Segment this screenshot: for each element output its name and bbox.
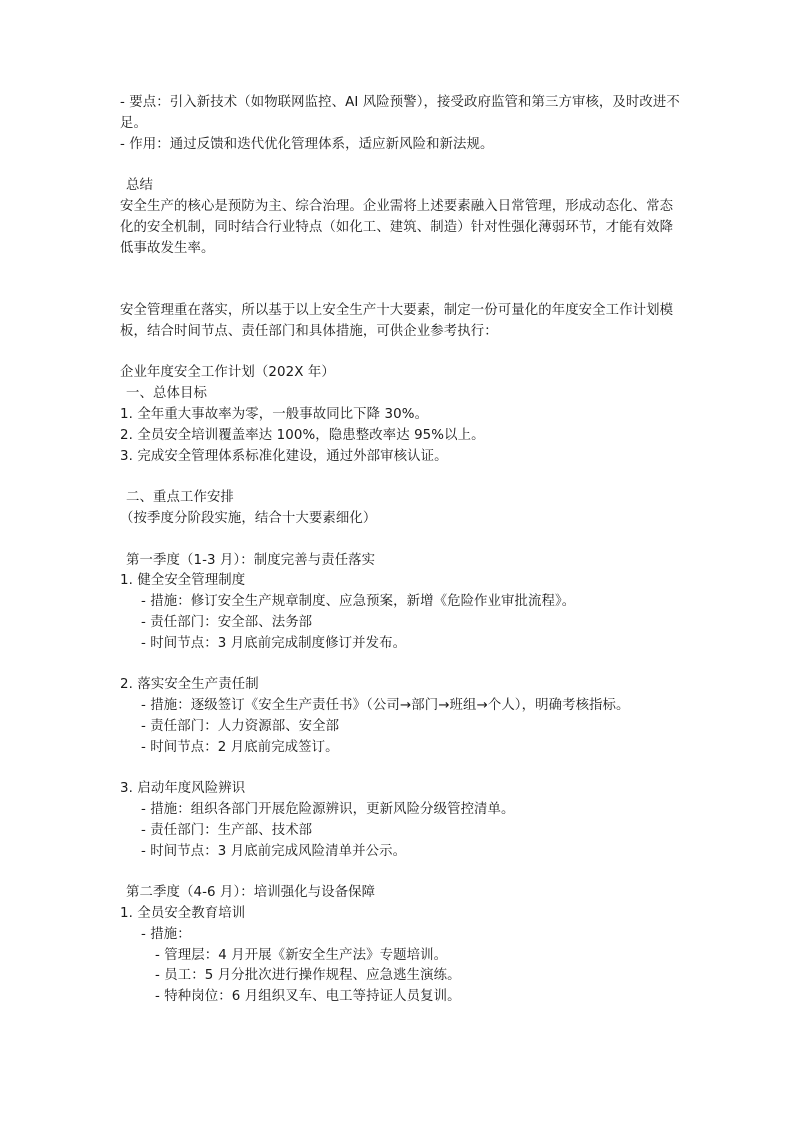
q1-item-dept: - 责任部门：安全部、法务部 xyxy=(141,614,313,630)
q2-measure-label: - 措施： xyxy=(141,926,191,942)
work-note: （按季度分阶段实施，结合十大要素细化） xyxy=(120,510,377,526)
q2-sub-item: - 员工：5 月分批次进行操作规程、应急逃生演练。 xyxy=(155,968,461,984)
q1-item-measure: - 措施：逐级签订《安全生产责任书》（公司→部门→班组→个人），明确考核指标。 xyxy=(141,698,630,714)
summary-heading: 总结 xyxy=(126,178,153,194)
q1-item-measure: - 措施：组织各部门开展危险源辨识，更新风险分级管控清单。 xyxy=(141,802,515,818)
q1-item-title: 2. 落实安全生产责任制 xyxy=(120,677,259,693)
q2-item-title: 1. 全员安全教育培训 xyxy=(120,906,246,922)
q1-item-dept: - 责任部门：人力资源部、安全部 xyxy=(141,718,340,734)
work-heading: 二、重点工作安排 xyxy=(126,490,234,506)
q2-heading: 第二季度（4-6 月）：培训强化与设备保障 xyxy=(126,885,376,901)
q1-heading: 第一季度（1-3 月）：制度完善与责任落实 xyxy=(126,552,376,568)
goal-item: 1. 全年重大事故率为零，一般事故同比下降 30%。 xyxy=(120,406,429,422)
q1-item-title: 1. 健全安全管理制度 xyxy=(120,573,246,589)
q1-item-time: - 时间节点：3 月底前完成制度修订并发布。 xyxy=(141,635,407,651)
document-page xyxy=(120,93,680,1008)
plan-title: 企业年度安全工作计划（202X 年） xyxy=(120,365,335,381)
summary-body: 安全生产的核心是预防为主、综合治理。企业需将上述要素融入日常管理，形成动态化、常态化的安全机制，同时结合行业特点（如化工、建筑、制造）针对性强化薄弱环节，才能有效降低事故发生率。 xyxy=(120,198,674,256)
intro-paragraph: 安全管理重在落实，所以基于以上安全生产十大要素，制定一份可量化的年度安全工作计划模板，结合时间节点、责任部门和具体措施，可供企业参考执行： xyxy=(120,302,674,339)
goal-item: 3. 完成安全管理体系标准化建设，通过外部审核认证。 xyxy=(120,448,448,464)
q1-item-dept: - 责任部门：生产部、技术部 xyxy=(141,822,313,838)
effect-line: - 作用：通过反馈和迭代优化管理体系，适应新风险和新法规。 xyxy=(120,136,494,152)
goals-heading: 一、总体目标 xyxy=(126,386,207,402)
q2-sub-item: - 管理层：4 月开展《新安全生产法》专题培训。 xyxy=(155,947,448,963)
q1-item-time: - 时间节点：3 月底前完成风险清单并公示。 xyxy=(141,843,407,859)
key-points-line: - 要点：引入新技术（如物联网监控、AI 风险预警），接受政府监管和第三方审核，及时改进不足。 xyxy=(120,95,680,131)
q2-sub-item: - 特种岗位：6 月组织叉车、电工等持证人员复训。 xyxy=(155,989,461,1005)
q1-item-measure: - 措施：修订安全生产规章制度、应急预案，新增《危险作业审批流程》。 xyxy=(141,594,576,610)
q1-item-time: - 时间节点：2 月底前完成签订。 xyxy=(141,739,339,755)
q1-item-title: 3. 启动年度风险辨识 xyxy=(120,781,246,797)
goal-item: 2. 全员安全培训覆盖率达 100%，隐患整改率达 95%以上。 xyxy=(120,427,485,443)
